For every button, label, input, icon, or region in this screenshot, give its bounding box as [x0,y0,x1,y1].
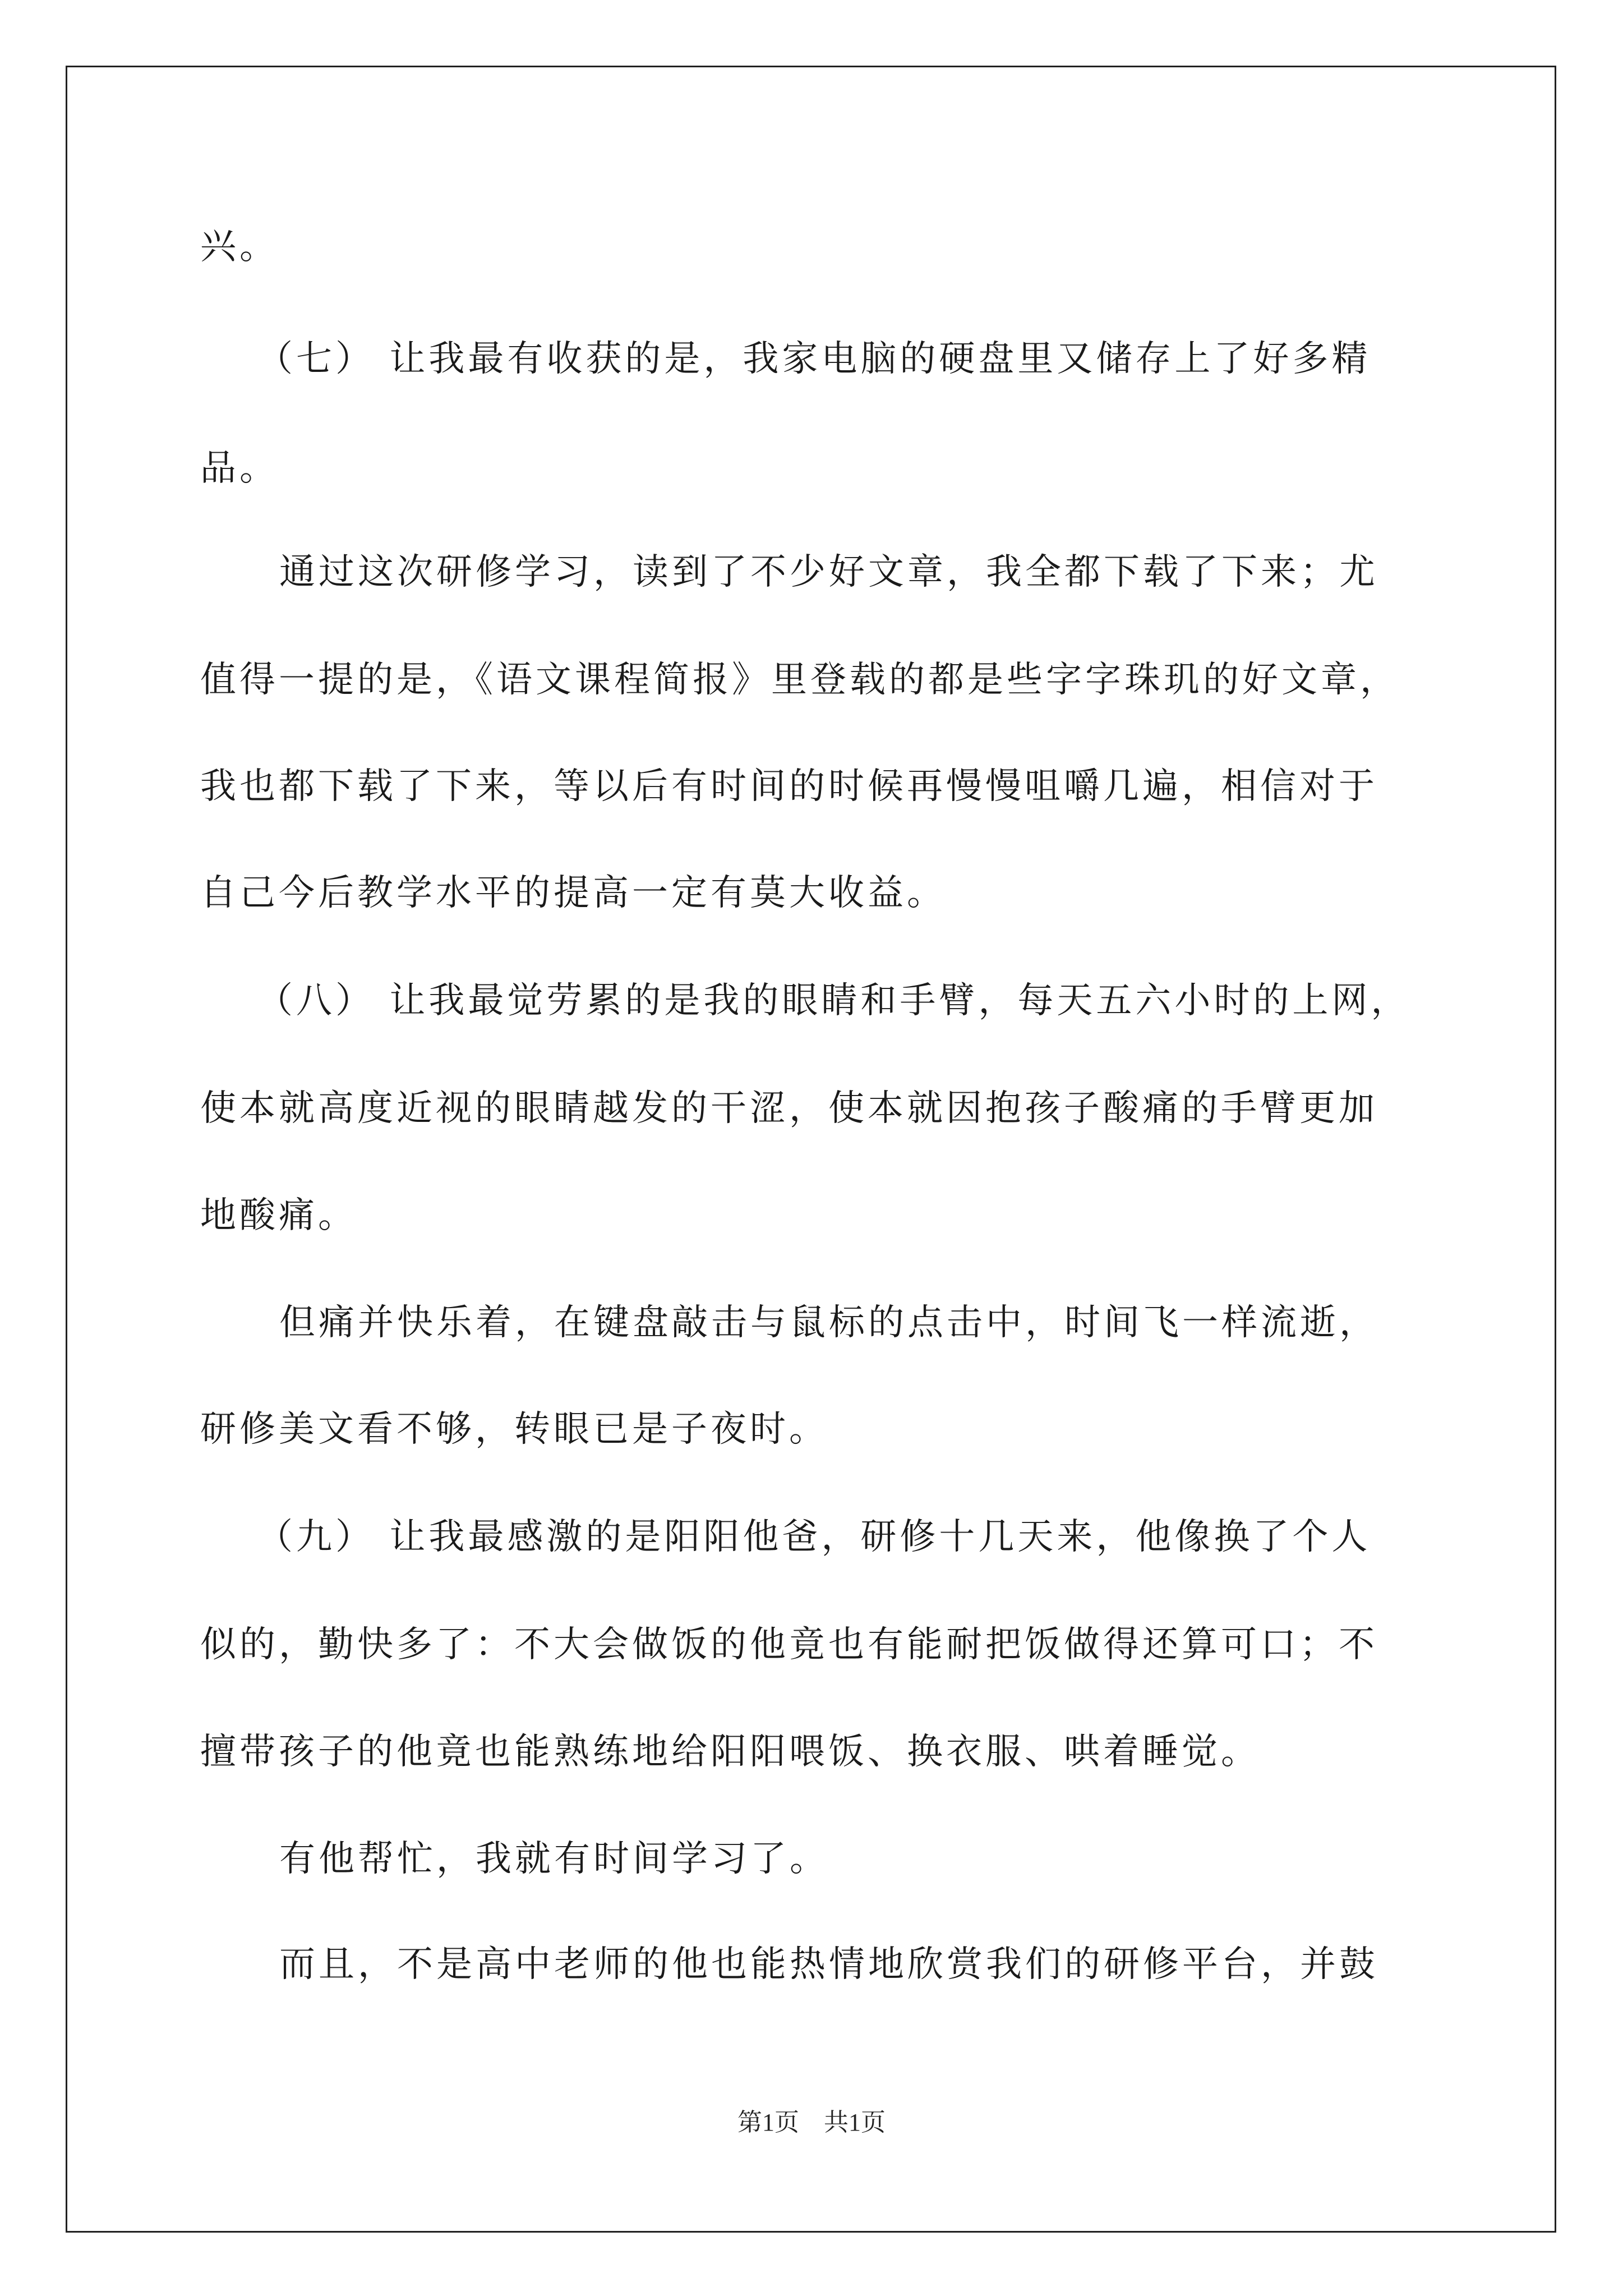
page-border [66,66,1556,2233]
text-line-11: 但痛并快乐着，在键盘敲击与鼠标的点击中，时间飞一样流逝， [279,1302,1378,1343]
text-line-4: 通过这次研修学习，读到了不少好文章，我全都下载了下来；尤 [279,551,1378,593]
text-line-1: 兴。 [200,226,279,268]
text-line-2: （七） 让我最有收获的是，我家电脑的硬盘里又储存上了好多精 [257,338,1371,380]
text-line-3: 品。 [200,448,279,489]
text-line-15: 擅带孩子的他竟也能熟练地给阳阳喂饭、换衣服、哄着睡觉。 [200,1731,1260,1773]
text-line-14: 似的，勤快多了：不大会做饭的他竟也有能耐把饭做得还算可口；不 [200,1624,1378,1665]
text-line-5: 值得一提的是，《语文课程简报》里登载的都是些字字珠玑的好文章， [200,659,1399,701]
text-line-7: 自己今后教学水平的提高一定有莫大收益。 [200,872,946,914]
text-line-16: 有他帮忙，我就有时间学习了。 [279,1838,829,1880]
page-footer: 第1页 共1页 [737,2109,886,2136]
text-line-13: （九） 让我最感激的是阳阳他爸，研修十几天来，他像换了个人 [257,1516,1371,1558]
text-line-8: （八） 让我最觉劳累的是我的眼睛和手臂，每天五六小时的上网， [257,980,1410,1022]
text-line-6: 我也都下载了下来，等以后有时间的时候再慢慢咀嚼几遍，相信对于 [200,766,1378,807]
text-line-12: 研修美文看不够，转眼已是子夜时。 [200,1409,828,1450]
text-line-17: 而且，不是高中老师的他也能热情地欣赏我们的研修平台，并鼓 [279,1944,1378,1985]
text-line-10: 地酸痛。 [200,1195,357,1236]
text-line-9: 使本就高度近视的眼睛越发的干涩，使本就因抱孩子酸痛的手臂更加 [200,1088,1378,1129]
